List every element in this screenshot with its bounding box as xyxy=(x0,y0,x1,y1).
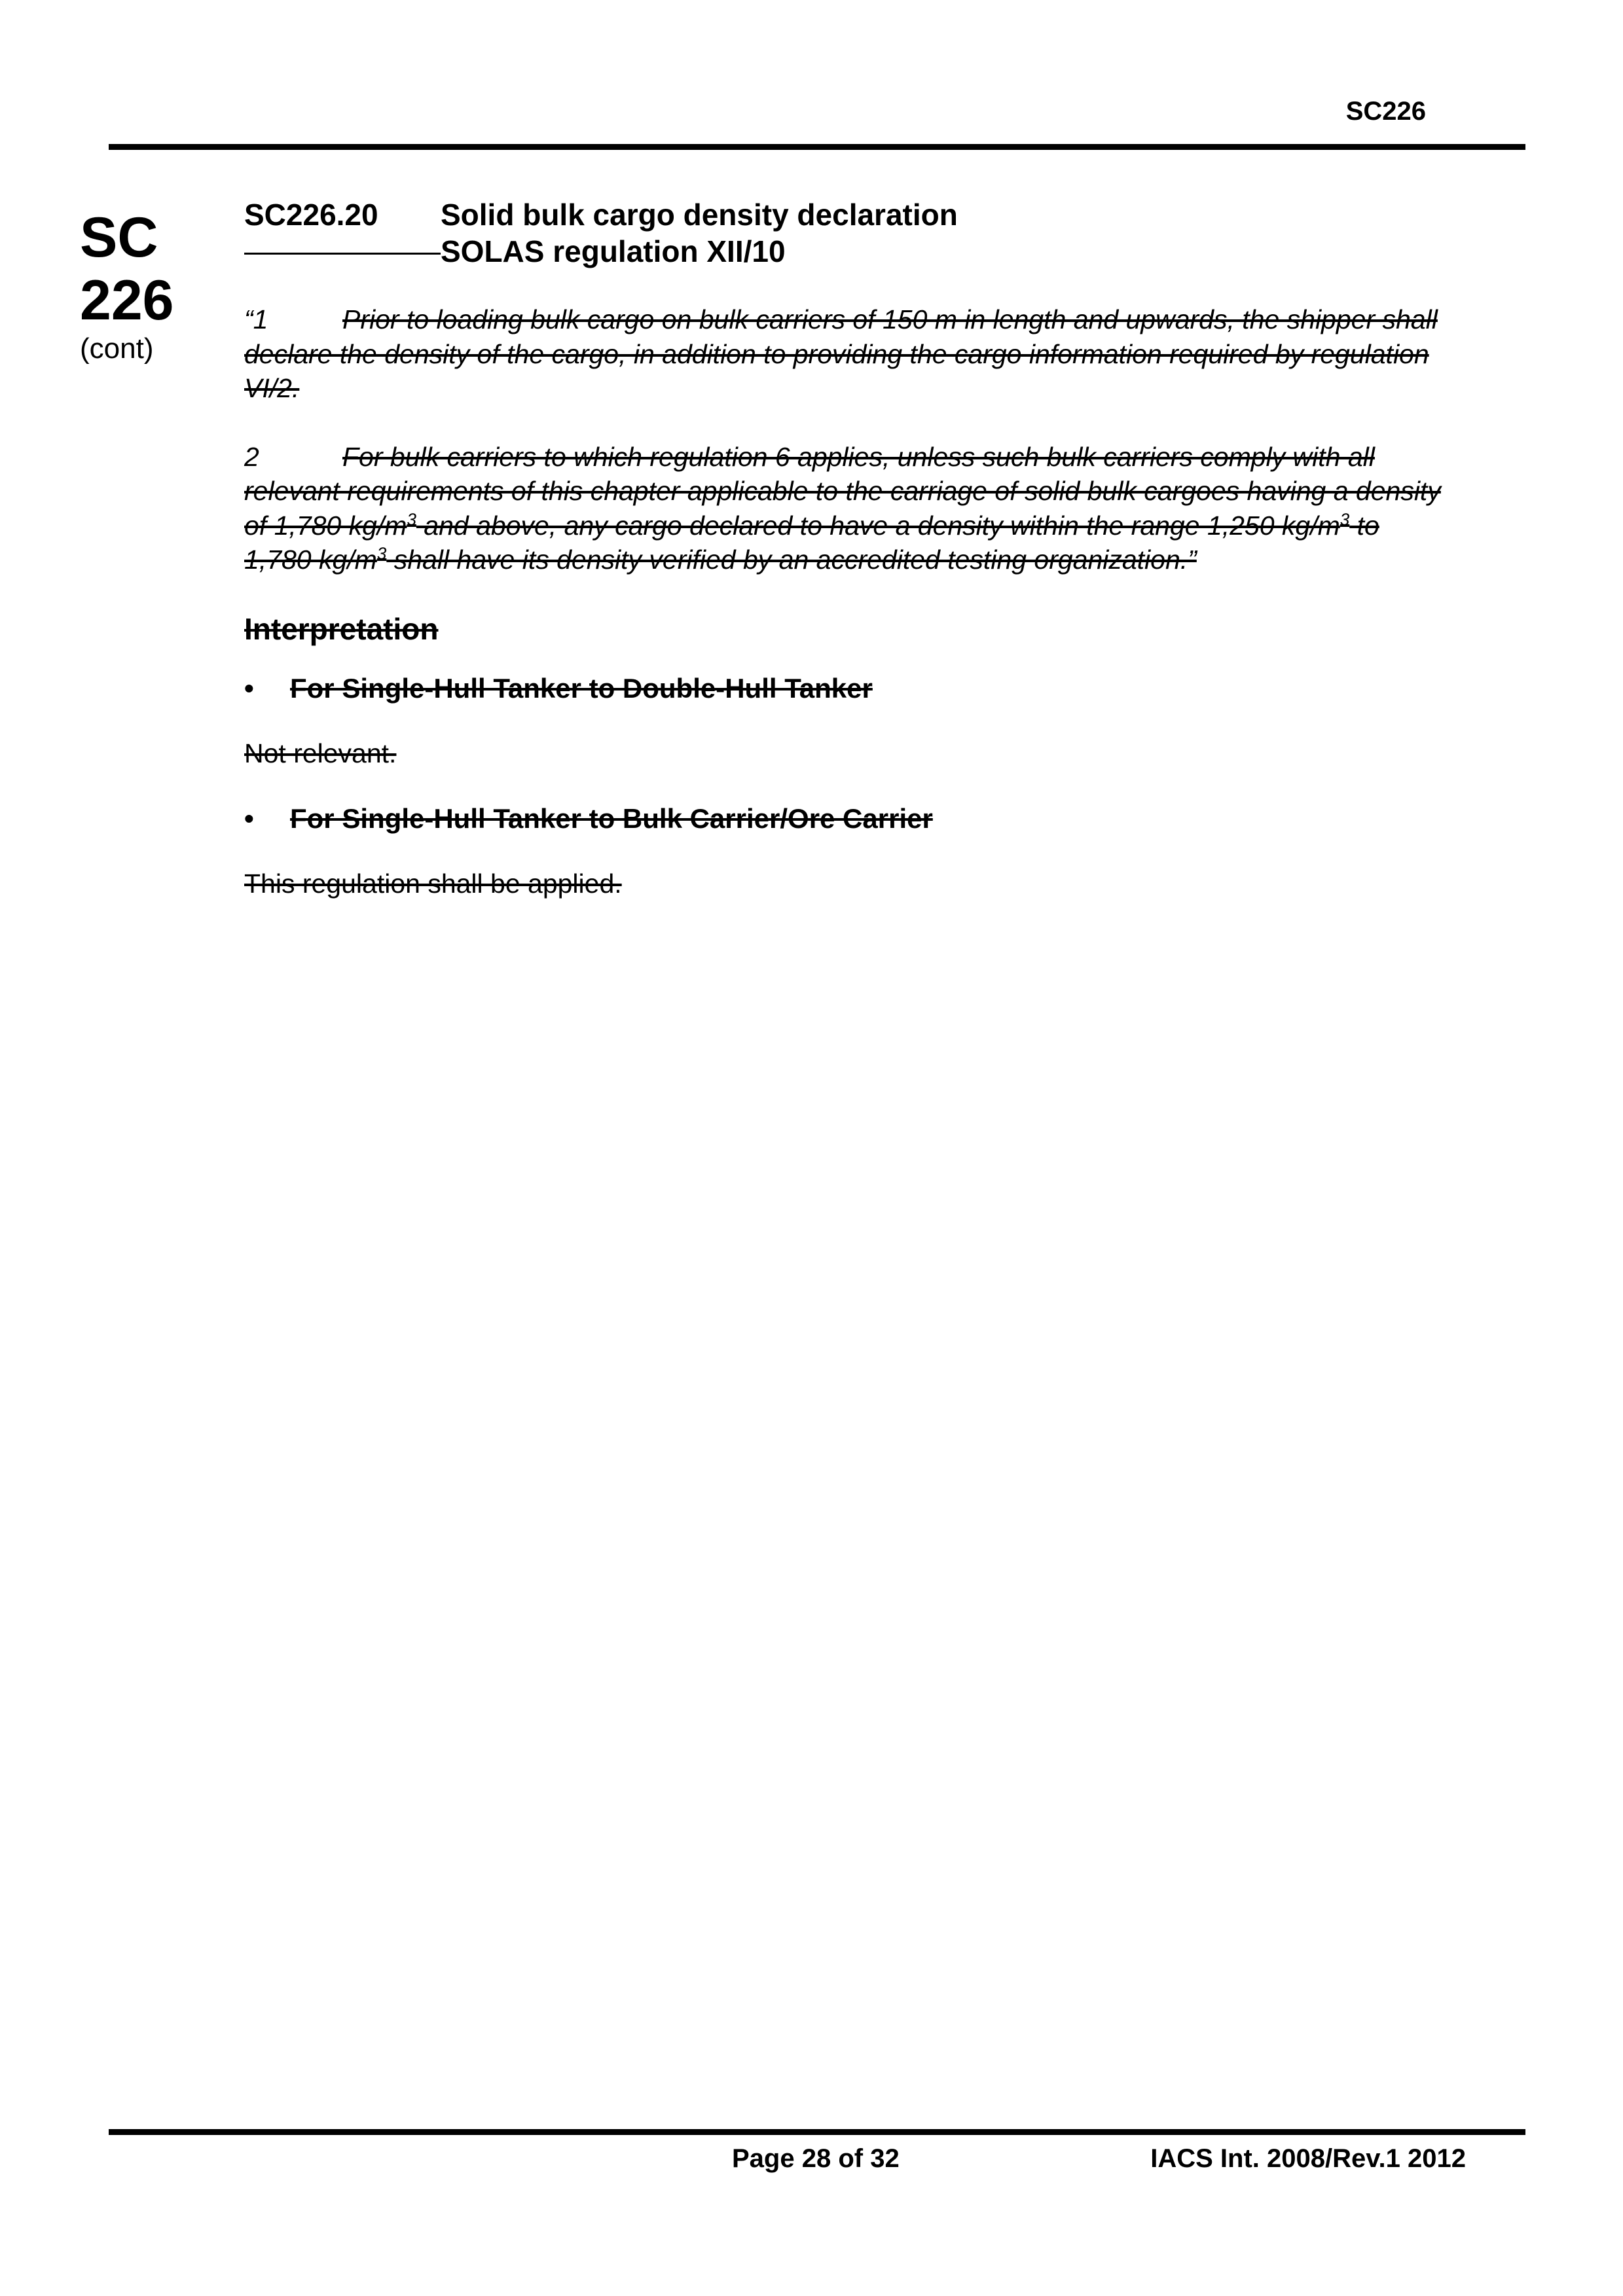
section-heading xyxy=(244,196,1449,270)
page-number: Page 28 of 32 xyxy=(732,2144,900,2173)
bullet-item-double-hull-title: For Single-Hull Tanker to Double-Hull Tanker xyxy=(290,672,873,704)
bullet-item-bulk-carrier-title: For Single-Hull Tanker to Bulk Carrier/Ore Carrier xyxy=(290,802,933,834)
quote-paragraph-2-number: 2 xyxy=(244,441,259,472)
quote-paragraph-1-number: “1 xyxy=(244,304,268,334)
interpretation-heading: Interpretation xyxy=(244,611,439,646)
quote-paragraph-2-text-c: to 1,780 kg/m xyxy=(244,510,1379,575)
quote-paragraph-2 xyxy=(244,440,1449,577)
margin-tag-cont: (cont) xyxy=(80,332,154,365)
bullet-icon: • xyxy=(244,672,254,704)
bullet-item-bulk-carrier xyxy=(244,803,1449,834)
bullet-icon: • xyxy=(244,802,254,834)
bullet-item-double-hull xyxy=(244,673,1449,704)
superscript-3: 3 xyxy=(1340,509,1350,529)
footer-rule xyxy=(109,2129,1525,2135)
main-content xyxy=(244,196,1449,933)
margin-tag-sc: SC xyxy=(80,206,158,269)
regulation-quote xyxy=(244,302,1449,577)
header-code: SC226 xyxy=(1345,97,1426,126)
margin-tag xyxy=(80,206,191,366)
section-title-strike-line xyxy=(244,253,441,255)
superscript-3: 3 xyxy=(407,509,416,529)
quote-paragraph-1 xyxy=(244,302,1449,406)
section-subtitle: SOLAS regulation XII/10 xyxy=(441,234,786,268)
section-title: Solid bulk cargo density declaration xyxy=(441,198,958,232)
bullet-item-double-hull-text: Not relevant. xyxy=(244,738,397,768)
bullet-item-bulk-carrier-text: This regulation shall be applied. xyxy=(244,868,622,899)
quote-paragraph-2-text-b: and above, any cargo declared to have a density within the range 1,250 kg/m xyxy=(416,510,1340,541)
header-rule xyxy=(109,144,1525,150)
section-number: SC226.20 xyxy=(244,198,378,232)
quote-paragraph-1-text: Prior to loading bulk cargo on bulk carriers of 150 m in length and upwards, the shipper shall declare the density of the cargo, in addition to providing the cargo information required by regulation VI/2. xyxy=(244,304,1438,403)
quote-paragraph-2-text-a: For bulk carriers to which regulation 6 applies, unless such bulk carriers comply with all relevant requirements of this chapter applicable to the carriage of solid bulk cargoes having a density of 1,780 kg/m xyxy=(244,441,1441,541)
quote-paragraph-2-text-d: shall have its density verified by an accredited testing organization.” xyxy=(386,545,1197,575)
margin-tag-number: 226 xyxy=(80,269,174,332)
superscript-3: 3 xyxy=(376,543,387,564)
document-reference: IACS Int. 2008/Rev.1 2012 xyxy=(1150,2144,1466,2173)
